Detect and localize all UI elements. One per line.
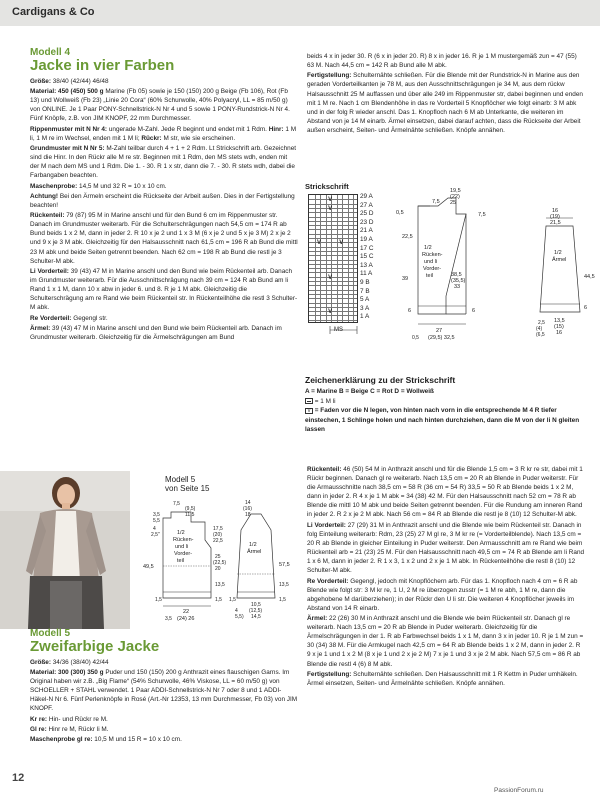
chart-row-label: 1 A	[360, 313, 370, 321]
chart-ms-label: MS	[334, 327, 343, 333]
svg-text:13,5: 13,5	[554, 318, 565, 324]
svg-text:14: 14	[245, 500, 251, 506]
legend	[305, 387, 590, 435]
svg-text:5,5: 5,5	[153, 518, 160, 524]
svg-text:(9,5): (9,5)	[185, 506, 196, 512]
model4-material: Material: 450 (450) 500 g Marine (Fb 05) sowie je 150 (150) 200 g Beige (Fb 106), Rot (Fb 13) und Wollweiß (Fb 23) „Linie 20 Cora“ (60% Schurwolle, 40% Polyacryl, LL = 85 m/50 g) von ONLINE. Je 1 Paar PONY-Schnellstrick-N Nr 4 und 5 sowie 1 PONY-Rundstrick-N Nr 4. Fünf Knöpfe, z.B. von JIM KNOPF, 22 mm Durchmesser.	[30, 88, 290, 123]
legend-colors: A = Marine B = Beige C = Rot D = Wollweiß	[305, 388, 434, 395]
svg-text:3,5: 3,5	[165, 616, 172, 622]
model4-re-vorderteil: Re Vorderteil: Gegengl str.	[30, 314, 108, 322]
chart-row-label: 11 A	[360, 270, 373, 278]
model4-achtung: Achtung! Bei den Ärmeln erscheint die Rückseite der Arbeit außen. Dies in der Fertigstellung beachten!	[30, 192, 295, 209]
model5-re-vorderteil: Re Vorderteil: Gegengl, jedoch mit Knopflöchern arb. Für das 1. Knopfloch nach 4 cm = 6 R ab Blende wie folgt str: 3 M kr re, 1 U, 2 M re überzogen zusstr (= 1 M re abh, 1 M re, dann die abgehobene M darüberziehen); in der Rückr den U li str. Die weiteren 4 Knopflöcher jeweils im Abstand von 14 R einarb.	[307, 577, 578, 612]
svg-text:und li: und li	[424, 259, 438, 265]
svg-text:6: 6	[408, 308, 412, 314]
chart-row-label: 29 A	[360, 193, 373, 200]
chart-grid-row	[309, 298, 357, 299]
chart-grid-row	[309, 294, 357, 295]
svg-text:7,5: 7,5	[478, 212, 486, 218]
legend-title: Zeichenerklärung zu der Strickschrift	[305, 375, 456, 385]
svg-text:7,5: 7,5	[173, 501, 180, 507]
svg-text:25: 25	[215, 554, 221, 560]
svg-text:(20): (20)	[213, 532, 222, 538]
svg-text:(4): (4)	[536, 326, 543, 332]
chart-grid-row	[309, 221, 357, 222]
chart-row-label: 25 D	[360, 210, 374, 218]
legend-symbol-li	[305, 398, 313, 404]
chart-grid-row	[309, 272, 357, 273]
chart-grid-row	[309, 307, 357, 308]
svg-text:0,5: 0,5	[412, 335, 419, 341]
section-label: Cardigans & Co	[12, 6, 95, 18]
model4-aermel: Ärmel: 39 (43) 47 M in Marine anschl und den Bund wie beim Rückenteil arb. Danach im Grundmuster weiterarb. Gleichzeitig für die Ärmelschrägungen am Bund	[30, 324, 282, 341]
model5-instructions-cont	[307, 465, 585, 689]
svg-text:22: 22	[183, 609, 190, 615]
svg-text:1,5: 1,5	[279, 597, 286, 603]
svg-text:(29,5) 32,5: (29,5) 32,5	[428, 335, 455, 341]
chart-row-label: 17 C	[360, 244, 374, 252]
model4-schematic	[388, 186, 593, 346]
svg-text:Rücken-: Rücken-	[173, 537, 194, 543]
model5-title: Zweifarbige Jacke	[30, 638, 160, 655]
svg-text:6: 6	[584, 305, 588, 311]
chart-slip-stitch-mark: V	[328, 205, 333, 212]
svg-text:(22,5): (22,5)	[213, 560, 227, 566]
chart-row-label: 23 D	[360, 218, 374, 226]
model5-photo	[0, 471, 130, 629]
svg-text:17,5: 17,5	[213, 526, 223, 532]
svg-text:1/2: 1/2	[249, 542, 257, 548]
svg-text:11,5: 11,5	[185, 512, 195, 518]
chart-grid-row	[309, 315, 357, 316]
sleeve-outline	[540, 226, 580, 312]
chart-slip-stitch-mark: V	[328, 197, 333, 204]
knitting-chart-grid	[308, 194, 358, 323]
model5-number: Modell 5	[30, 628, 71, 639]
chart-grid-row	[309, 238, 357, 239]
chart-grid-row	[309, 229, 357, 230]
svg-text:1/2: 1/2	[177, 530, 185, 536]
chart-slip-stitch-mark: V	[328, 309, 333, 316]
model4-size: Größe: 38/40 (42/44) 46/48	[30, 77, 109, 85]
svg-text:teil: teil	[426, 273, 434, 279]
svg-text:10,5: 10,5	[251, 602, 261, 608]
svg-text:44,5: 44,5	[584, 274, 595, 280]
chart-grid-row	[309, 268, 357, 269]
svg-text:38,5: 38,5	[451, 272, 462, 278]
svg-text:25: 25	[450, 200, 457, 206]
chart-row-label: 7 B	[360, 287, 370, 295]
chart-row-label: 27 A	[360, 201, 373, 209]
svg-text:16: 16	[552, 208, 559, 214]
chart-grid-row	[309, 290, 357, 291]
model4-fertigstellung: Fertigstellung: Schulternähte schließen. Für die Blende mit der Rundstrick-N in Marine aus den geraden Vorderteilkanten je 78 M, aus den Ausschnittschrägungen je 34 M, aus dem rückw Halsausschnitt 25 M auffassen und über alle 249 im Rippenmuster str, dabei beginnen und enden mit 1 M re. Nach 1 cm Blendenhöhe in das re Vorderteil 5 Knopflöcher wie folgt einarb: 3 M abk und in der folg R wieder anschl. Das 1. Knopfloch nach 6 M ab Unterkante, die weiteren im Abstand von je 14 M einarb. Ärmel einsetzen, dabei darauf achten, dass die Rückseite der Arbeit außen erscheint, Seiten- und Ärmelnähte schließen. Knöpfe annähen.	[307, 72, 583, 134]
svg-text:20: 20	[215, 566, 221, 572]
svg-text:16: 16	[556, 330, 563, 336]
svg-text:4: 4	[153, 526, 156, 532]
svg-text:(12,5): (12,5)	[249, 608, 263, 614]
model4-instructions	[30, 47, 298, 343]
model4-rueckenteil: Rückenteil: 79 (87) 95 M in Marine anschl und für den Bund 6 cm im Rippenmuster str. Danach im Grundmuster weiterarb. Für die Schulterschrägungen nach 54,5 cm = 174 R ab Bund beids 1 x 2 M, dann in jeder 2. R 10 x je 2 und 1 x 3 M (6 x je 2 und 5 x je 3 M) 2 x je 2 und 9 x je 3 M abk. Gleichzeitig für den Halsausschnitt nach 61,5 cm = 196 R ab Bund die mittl 23 M abk und beide Seiten getrennt beenden. Nach 62 cm = 198 R ab Bund die restl je 3 Schulter-M abk.	[30, 212, 298, 265]
model4-li-vorderteil: Li Vorderteil: 39 (43) 47 M in Marine anschl und den Bund wie beim Rückenteil arb. Danach im Grundmuster weiterarb. Für die Ausschnittschrägung nach 39 cm = 124 R ab Bund am li Rand 1 x 1 M, dann 10 x abw in jeder 6. und 8. R je 1 M abk. Gleichzeitig die Schulterschrägung am re Rand wie beim Rückenteil str. In Rückenteilhöhe die restl 3 Schulter-M abk.	[30, 267, 298, 312]
svg-text:1,5: 1,5	[155, 597, 162, 603]
chart-grid-row	[309, 234, 357, 235]
svg-text:18: 18	[245, 512, 251, 518]
svg-text:13,5: 13,5	[279, 582, 289, 588]
model5-rueckenteil: Rückenteil: 46 (50) 54 M in Anthrazit anschl und für die Blende 1,5 cm = 3 R kr re str, dabei mit 1 Rückr beginnen. Danach gl re weiterarb. Nach 13,5 cm = 20 R ab Blende in Puder weiterstr. Für die Armausschnitte nach 38,5 cm = 58 R (36 cm = 54 R) 33,5 = 50 R ab Blende beids 1 x 2 M, dann in jeder 2. R 4 x je 1 M abk = 34 (38) 42 M. Für den Halsausschnitt nach 52 cm = 78 R ab Blende die mittl 10 M abk und beide Seiten getrennt beenden. Für die Rundung am inneren Rand in jeder 2. R 2 x je 2 M abk. Nach 56 cm = 84 R ab Blende die restl je 8 (10) 12 Schulter-M abk.	[307, 466, 583, 519]
model5-material: Material: 300 (300) 350 g Puder und 150 (150) 200 g Anthrazit eines flauschigen Garns. Im Original haben wir z.B. „Big Flame“ (54% Schurwolle, 46% Viskose, LL = 60 m/50 g) von SCHOELLER + STAHL verwendet. 1 Paar ADDI-Schnellstrick-N Nr 7 oder 8 und 1 ADDI-Häkel-N Nr 6. Fünf Perlenknöpfe in Rosé (Art.-Nr 12353, 13 mm Durchmesser, Fb 03) von JIM KNOPF.	[30, 669, 298, 713]
svg-text:39: 39	[402, 276, 409, 282]
svg-text:(19): (19)	[550, 214, 560, 220]
svg-text:22,5: 22,5	[213, 538, 223, 544]
svg-text:7,5: 7,5	[432, 199, 440, 205]
chart-grid-row	[309, 281, 357, 282]
model4-rippen: Rippenmuster mit N Nr 4: ungerade M-Zahl. Jede R beginnt und endet mit 1 Rdm. Hinr: 1 M li, 1 M re im Wechsel, enden mit 1 M li; Rückr: M str, wie sie erscheinen.	[30, 125, 297, 142]
svg-text:13,5: 13,5	[215, 582, 225, 588]
chart-row-label: 21 A	[360, 227, 373, 235]
model5-kr: Kr re: Hin- und Rückr re M.	[30, 715, 108, 723]
sleeve-label-1: 1/2	[554, 250, 562, 256]
svg-text:1,5: 1,5	[229, 597, 236, 603]
chart-title: Strickschrift	[305, 182, 349, 191]
chart-grid-row	[309, 303, 357, 304]
chart-grid-row	[309, 251, 357, 252]
chart-row-label: 3 A	[360, 304, 370, 312]
model4-grundmuster: Grundmuster mit N Nr 5: M-Zahl teilbar durch 4 + 1 + 2 Rdm. Lt Strickschrift arb. Gezeichnet sind die Hinr. In den Rückr alle M re str. Beginnen mit 1 Rdm, den MS stets wdh, enden mit der M nach dem MS und 1 Rdm. Die 1. - 30. R 1 x str, dann die 7. - 30. R stets wdh, dabei die Farbangaben beachten.	[30, 144, 297, 180]
chart-grid-row	[309, 217, 357, 218]
section-header-bar	[0, 0, 600, 26]
svg-text:Vorder-: Vorder-	[174, 551, 193, 557]
chart-grid-row	[309, 285, 357, 286]
model4-title: Jacke in vier Farben	[30, 57, 175, 74]
svg-text:3,5: 3,5	[153, 512, 160, 518]
model5-instructions	[30, 628, 298, 746]
svg-text:21,5: 21,5	[550, 220, 561, 226]
chart-grid-row	[309, 204, 357, 205]
svg-text:22,5: 22,5	[402, 234, 413, 240]
svg-text:49,5: 49,5	[143, 564, 154, 570]
chart-row-label: 15 C	[360, 253, 374, 261]
chart-grid-row	[309, 247, 357, 248]
watermark: PassionForum.ru	[494, 787, 544, 794]
svg-text:(16): (16)	[243, 506, 252, 512]
svg-text:0,5: 0,5	[396, 210, 404, 216]
svg-text:6: 6	[472, 308, 476, 314]
svg-text:57,5: 57,5	[279, 562, 290, 568]
chart-grid-row	[309, 212, 357, 213]
chart-slip-stitch-mark: V	[328, 274, 333, 281]
svg-text:2,5: 2,5	[538, 320, 545, 326]
body-label-1: 1/2	[424, 245, 432, 251]
legend-item-1m-li: = 1 M li	[305, 397, 590, 407]
legend-symbol-v: V	[305, 408, 313, 414]
chart-row-label: 19 A	[360, 236, 373, 243]
model4-maschenprobe: Maschenprobe: 14,5 M und 32 R = 10 x 10 cm.	[30, 182, 167, 190]
model5-schematic	[133, 500, 303, 625]
svg-text:1,5: 1,5	[215, 597, 222, 603]
svg-text:teil: teil	[177, 558, 185, 564]
sleeve-label-2: Ärmel	[552, 257, 567, 263]
page-number: 12	[12, 772, 25, 784]
model4-instructions-cont	[307, 52, 585, 136]
chart-slip-stitch-mark: V	[339, 240, 344, 247]
model5-fertigstellung: Fertigstellung: Schulternähte schließen. Den Halsausschnitt mit 1 R Kettm in Puder umhäkeln. Ärmel einsetzen, Seiten- und Ärmelnähte schließen. Knöpfe annähen.	[307, 670, 578, 687]
svg-text:und li: und li	[175, 544, 189, 550]
chart-grid-row	[309, 260, 357, 261]
svg-text:(6,5: (6,5	[536, 332, 545, 338]
legend-item-slip: V = Faden vor die N legen, von hinten nach vorn in die entsprechende M 4 R tiefer einstechen, 1 Schlinge holen und nach hinten durchziehen, dann die M von der li N gleiten lassen	[305, 407, 580, 434]
chart-slip-stitch-mark: V	[317, 240, 322, 247]
model5-caption: Modell 5 von Seite 15	[165, 475, 210, 494]
chart-grid-row	[309, 255, 357, 256]
chart-grid-row	[309, 264, 357, 265]
svg-text:14,5: 14,5	[251, 614, 261, 620]
chart-grid-row	[309, 225, 357, 226]
svg-text:(22): (22)	[450, 194, 460, 200]
model5-gl: Gl re: Hinr re M, Rückr li M.	[30, 725, 109, 733]
model5-sleeve-outline	[237, 514, 275, 598]
svg-text:(15): (15)	[554, 324, 564, 330]
svg-text:(24) 26: (24) 26	[177, 616, 195, 622]
chart-row-label: 5 A	[360, 296, 370, 304]
chart-row-label: 9 B	[360, 279, 370, 286]
svg-text:Vorder-: Vorder-	[423, 266, 442, 272]
svg-text:2,5": 2,5"	[151, 532, 160, 538]
svg-text:(35,5): (35,5)	[451, 278, 466, 284]
model5-probe: Maschenprobe gl re: 10,5 M und 15 R = 10 x 10 cm.	[30, 736, 182, 744]
model5-li-vorderteil: Li Vorderteil: 27 (29) 31 M in Anthrazit anschl und die Blende wie beim Rückenteil str. Danach in folg Einteilung weiterarb: Rdm, 23 (25) 27 M gl re, 3 M kr re (= Vorderteilblende). Nach 13,5 cm = 20 R ab Blende in gleicher Einteilung in Puder weiterstr. Den Armausschnitt am re Rand wie beim Rückenteil arb = 21 (23) 25 M. Für den Halsausschnitt nach 49,5 cm = 74 R ab Blende am li Rand 1 x 6 M, dann in jeder 2. R 1 x 3, 1 x 2 und 2 x je 1 M abk. In Rückenteilhöhe die restl 8 (10) 12 Schulter-M abk.	[307, 521, 585, 575]
chart-row-label: 13 A	[360, 261, 373, 269]
svg-text:5,5): 5,5)	[235, 614, 244, 620]
svg-text:33: 33	[454, 284, 461, 290]
svg-text:27: 27	[436, 328, 443, 334]
svg-text:4: 4	[235, 608, 238, 614]
body-label-2: Rücken-	[422, 252, 443, 258]
svg-text:Ärmel: Ärmel	[247, 549, 262, 555]
model5-size: Größe: 34/36 (38/40) 42/44	[30, 658, 109, 666]
model4-aermel-cont: beids 4 x in jeder 30. R (6 x in jeder 20. R) 8 x in jeder 16. R je 1 M mustergemäß zun = 47 (55) 63 M. Nach 44,5 cm = 142 R ab Bund alle M abk.	[307, 53, 577, 70]
model5-aermel: Ärmel: 22 (26) 30 M in Anthrazit anschl und die Blende wie beim Rückenteil str. Danach gl re weiterarb. Nach 13,5 cm = 20 R ab Blende in Puder weiterarb. Gleichzeitig für die Ärmelschrägungen in der 1. R ab Farbwechsel beids 1 x 1 M, dann 3 x in jeder 10. R je 1 M zun = 30 (34) 38 M. Für die Armkugel nach 42,5 cm = 64 R ab Blende beids 1 x 2 M, dann in jeder 2. R 9 x je 1 und 1 x 2 M (8 x je 1 und 2 x je 2 M) 7 x je 1 und 3 x je 2 M abk. Nach 57,5 cm = 86 R ab Blende die restl 4 (6) 8 M abk.	[307, 615, 584, 668]
m-top1: 19,5	[450, 188, 461, 194]
model4-number: Modell 4	[30, 47, 71, 58]
